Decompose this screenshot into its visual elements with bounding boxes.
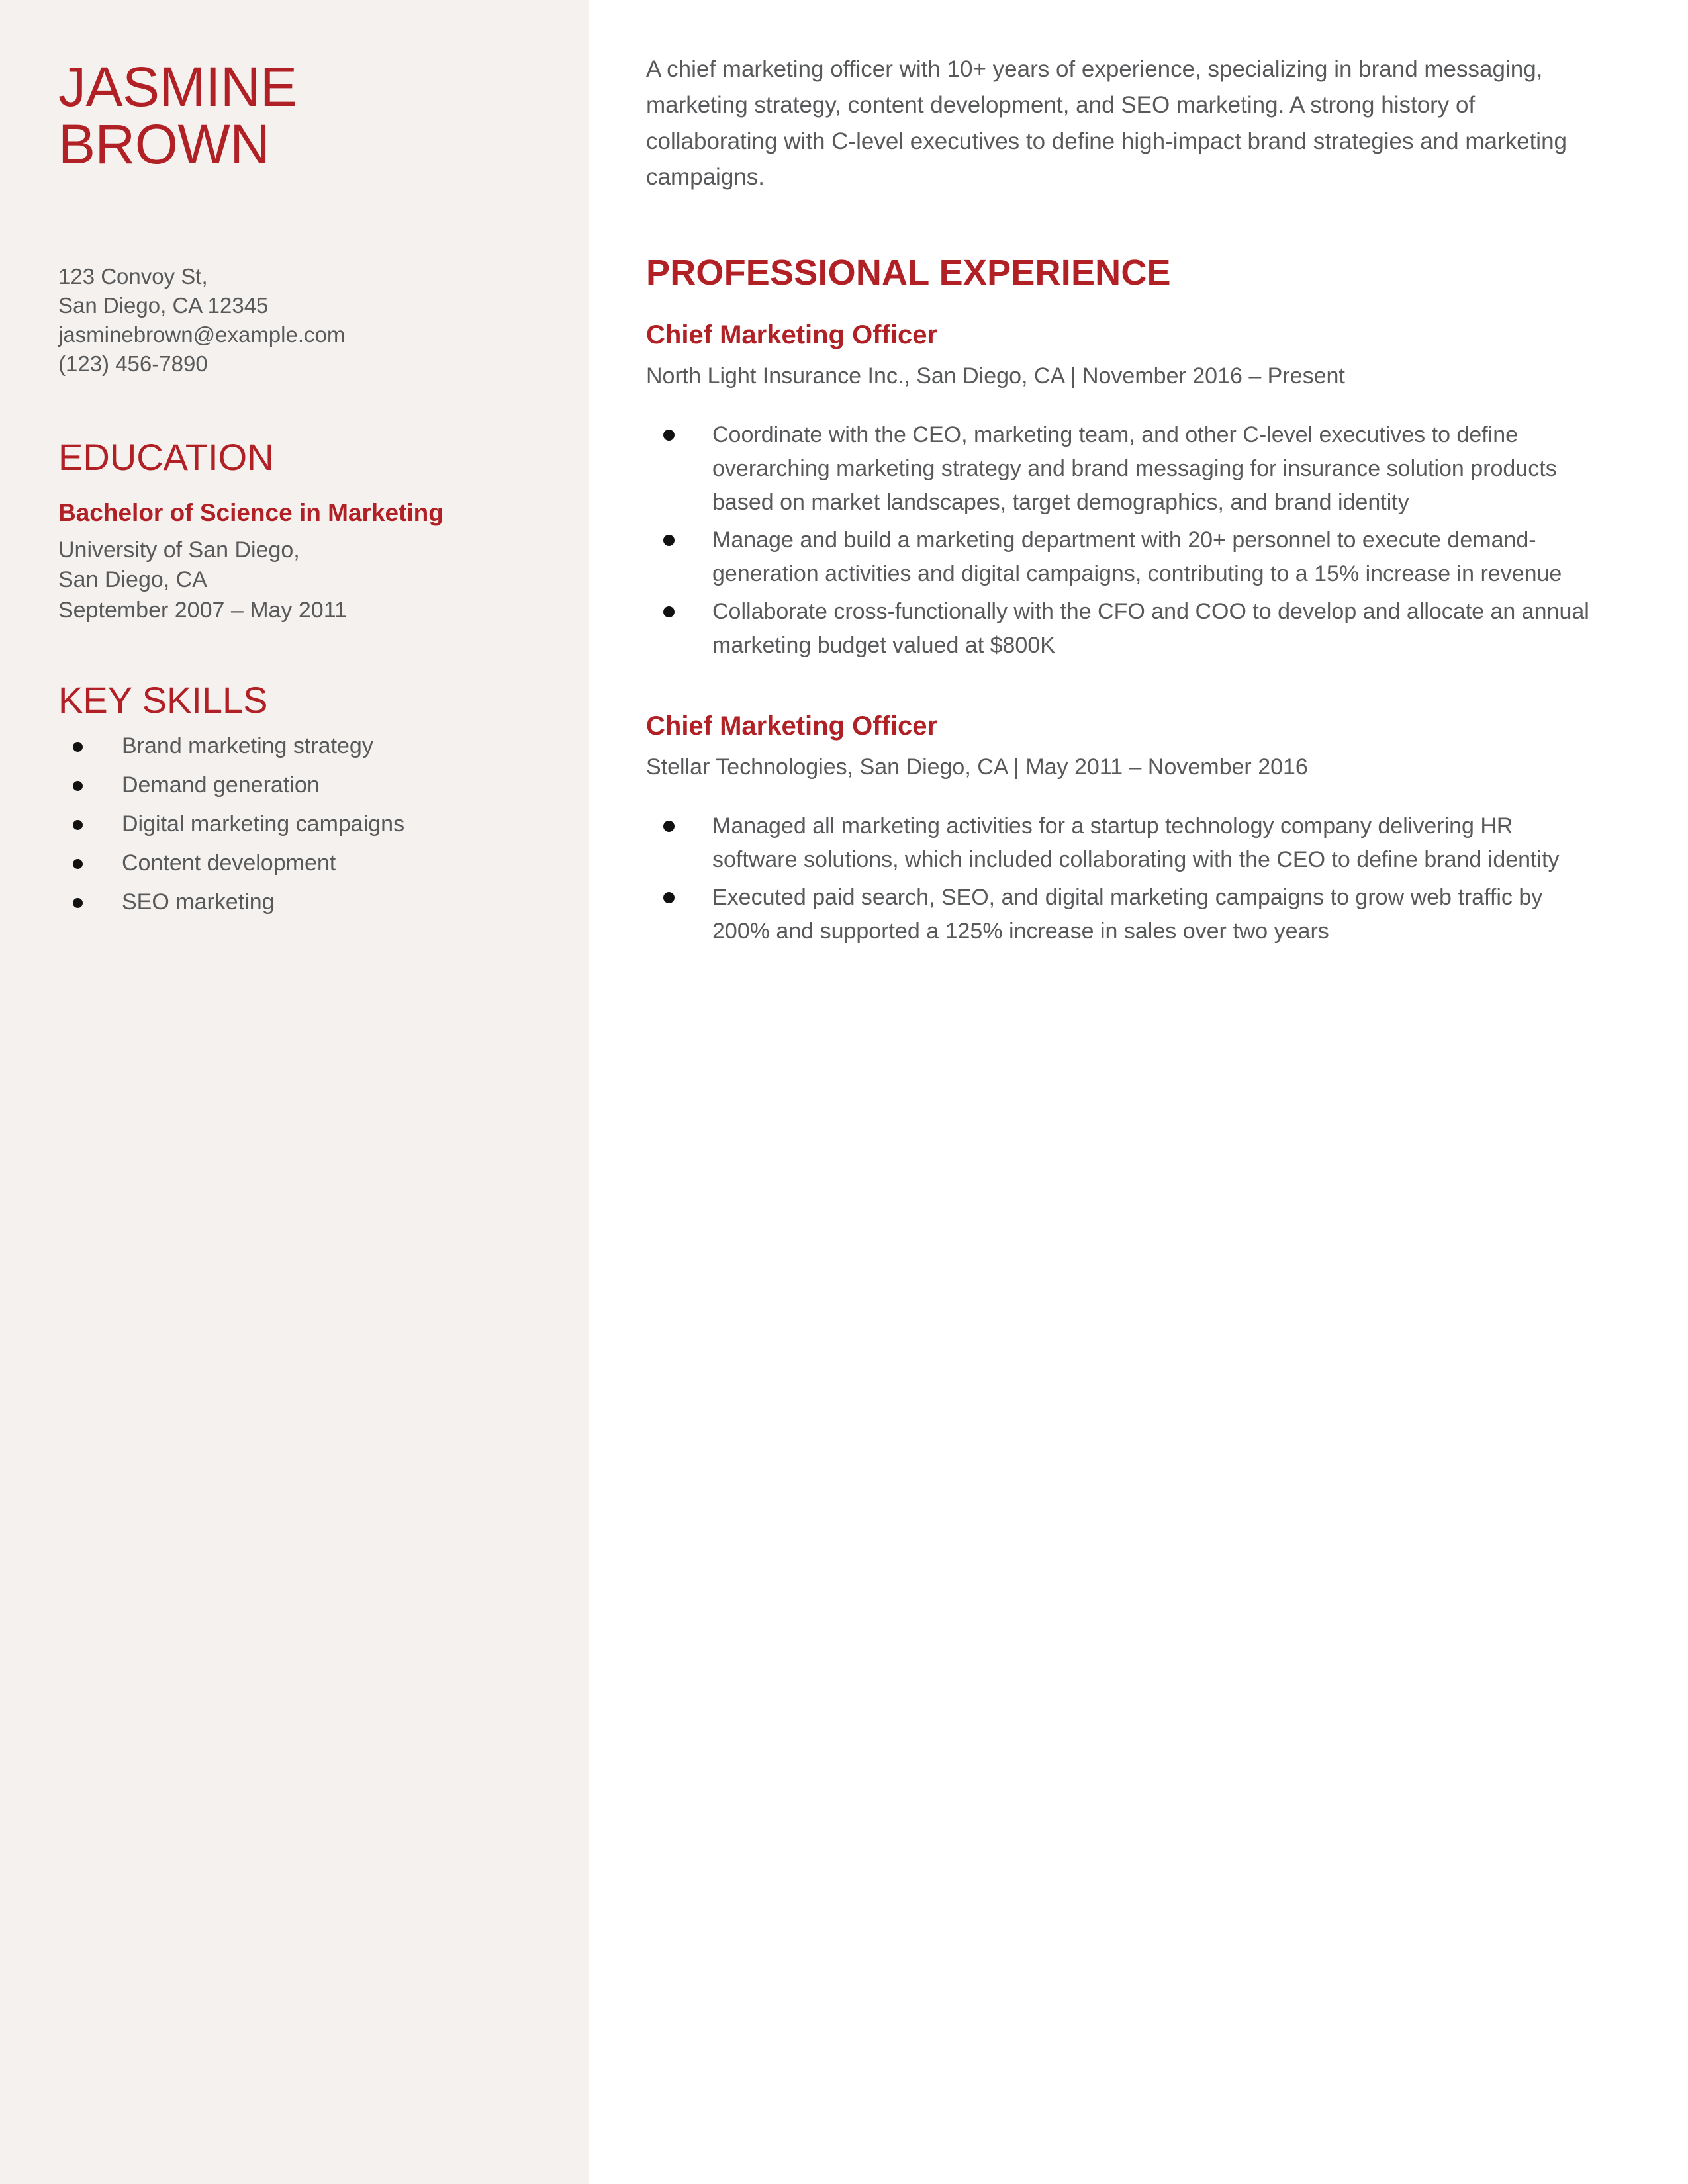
list-item: Brand marketing strategy [58, 735, 522, 757]
list-item: Managed all marketing activities for a startup technology company delivering HR software solutions, which included collaborating with the CEO to define brand identity [646, 809, 1599, 877]
list-item: Digital marketing campaigns [58, 813, 522, 835]
professional-summary: A chief marketing officer with 10+ years of experience, specializing in brand messaging, marketing strategy, content development, and SEO marketing. A strong history of collaborating with C-level executives to define high-impact brand strategies and marketing campaigns. [646, 56, 1568, 190]
contact-email[interactable]: jasminebrown@example.com [58, 322, 346, 347]
key-skills-list [58, 735, 522, 913]
list-item: Executed paid search, SEO, and digital marketing campaigns to grow web traffic by 200% and supported a 125% increase in sales over two years [646, 881, 1599, 948]
contact-phone[interactable]: (123) 456-7890 [58, 351, 208, 376]
experience-heading: PROFESSIONAL EXPERIENCE [646, 253, 1171, 293]
job-duties-list [646, 418, 1599, 662]
experience-entry [646, 710, 1599, 948]
education-degree: Bachelor of Science in Marketing [58, 499, 444, 527]
experience-entry [646, 319, 1599, 662]
list-item: Collaborate cross-functionally with the CFO and COO to develop and allocate an annual marketing budget valued at $800K [646, 595, 1599, 662]
job-duties-list [646, 809, 1599, 948]
list-item: Coordinate with the CEO, marketing team, and other C-level executives to define overarching marketing strategy and brand messaging for insurance solution products based on market landscapes, target demographics, and brand identity [646, 418, 1599, 520]
list-item: SEO marketing [58, 891, 522, 913]
education-entry [58, 497, 522, 625]
last-name: BROWN [58, 113, 270, 175]
main-column [589, 0, 1688, 2184]
contact-info [58, 262, 522, 379]
sidebar [0, 0, 589, 2184]
contact-street: 123 Convoy St, [58, 264, 208, 289]
education-dates: September 2007 – May 2011 [58, 597, 347, 623]
job-title: Chief Marketing Officer [646, 711, 938, 741]
job-company-location-dates: North Light Insurance Inc., San Diego, CA | November 2016 – Present [646, 363, 1345, 389]
list-item: Content development [58, 852, 522, 874]
sidebar-content [58, 0, 522, 930]
education-heading: EDUCATION [58, 435, 274, 478]
contact-city-state-zip: San Diego, CA 12345 [58, 293, 269, 318]
job-company-location-dates: Stellar Technologies, San Diego, CA | May 2011 – November 2016 [646, 754, 1308, 780]
list-item: Manage and build a marketing department with 20+ personnel to execute demand-generation activities and digital campaigns, contributing to a 15% increase in revenue [646, 523, 1599, 591]
job-title: Chief Marketing Officer [646, 320, 938, 350]
key-skills-heading: KEY SKILLS [58, 678, 268, 721]
education-location: San Diego, CA [58, 567, 207, 593]
candidate-name [58, 58, 522, 173]
first-name: JASMINE [58, 56, 297, 118]
main-content [646, 0, 1599, 952]
education-school: University of San Diego, [58, 537, 300, 563]
list-item: Demand generation [58, 774, 522, 796]
